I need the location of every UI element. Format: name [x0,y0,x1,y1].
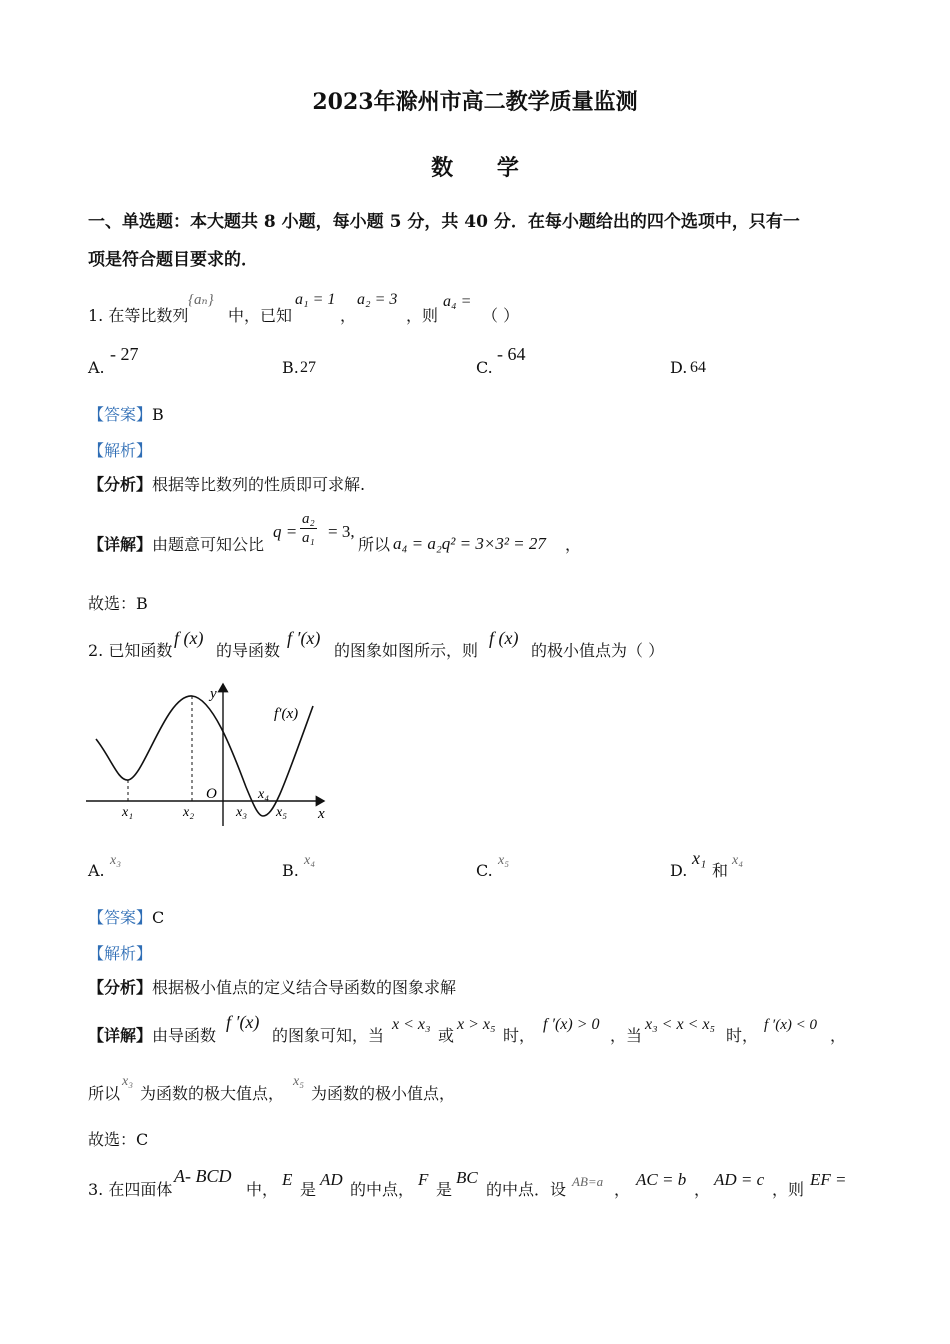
q1-sequence: {aₙ} [188,292,214,308]
q2-fenxi: 根据极小值点的定义结合导函数的图象求解 [152,978,457,997]
q1-cond1: a₁ = 1 [295,291,336,308]
q1-fraction-numerator: a₂ [302,511,315,527]
q2-detail-when: 时， [503,1026,536,1045]
x1-tick-label: x₁ [122,805,134,820]
x3-tick-label: x₃ [236,805,248,820]
q3-mid1: 中， [246,1180,279,1199]
section-heading-line1: 一、单选题：本大题共 8 小题，每小题 5 分，共 40 分．在每小题给出的四个选项中，只有一 [88,212,800,232]
q2-line2-x5: x₅ [293,1074,305,1089]
q3-ef: EF = [810,1170,847,1189]
q2-line2-mid: 为函数的极大值点， [140,1084,285,1103]
q2-detail-pos: f ′(x) > 0 [543,1016,600,1033]
q1-detail-eq: = 3, [328,522,355,541]
y-axis-label: y [210,686,217,702]
q1-comma2: ，则 [406,306,439,325]
subject-title: 数 学 [431,155,537,181]
q3-e: E [282,1170,293,1189]
q2-f3: f (x) [489,628,519,648]
q3-prefix: 3. 在四面体 [88,1180,173,1199]
q3-mid4: 是 [436,1180,453,1199]
q2-line2-x3: x₃ [122,1074,134,1089]
q1-option-b-label: B. [282,358,299,377]
q2-option-d-value: x₁ [692,848,707,868]
q2-line2-pre: 所以 [88,1084,121,1103]
x5-tick-label: x₅ [276,805,288,820]
q2-answer: C [152,908,165,927]
q2-detail-or: 或 [438,1026,455,1045]
section-heading-line2: 项是符合题目要求的． [88,250,258,270]
q1-option-a-value: - 27 [110,344,139,364]
q3-ad: AD [320,1170,343,1189]
origin-label: O [206,786,217,802]
q1-answer-tag: 【答案】 [88,405,153,424]
q2-mid1: 的导函数 [216,641,281,660]
q1-option-b-value: 27 [300,359,316,376]
q1-fenxi-tag: 【分析】 [88,475,153,494]
q2-fenxi-tag: 【分析】 [88,978,153,997]
q1-detail-formula: a₄ = a₂q² = 3×3² = 27 [393,534,546,553]
q2-detail-neg: f ′(x) < 0 [764,1017,817,1033]
q2-option-b-label: B. [282,861,299,880]
q3-mid2: 是 [300,1180,317,1199]
q1-target: a₄ = [443,293,472,310]
q2-f2: f ′(x) [287,628,321,648]
q2-option-a-label: A. [88,861,105,880]
q1-fraction-denominator: a₁ [302,530,315,546]
q2-option-d-label: D. [670,861,688,880]
q2-detail-mid1: 的图象可知，当 [272,1026,385,1045]
q1-detail-pre: 由题意可知公比 [152,535,265,554]
q2-detail-end: ， [830,1026,847,1045]
q2-detail-c1: x < x₃ [392,1016,431,1033]
q2-detail-when2: 时， [726,1026,759,1045]
q1-option-c-label: C. [476,358,493,377]
q2-option-b-value: x₄ [304,853,316,868]
q2-option-c-label: C. [476,861,493,880]
q3-f: F [418,1170,429,1189]
q2-detail-tag: 【详解】 [88,1026,153,1045]
q1-paren: （ ） [482,306,520,325]
q3-mid3: 的中点， [350,1180,415,1199]
q1-cond2: a₂ = 3 [357,291,398,308]
q1-option-a-label: A. [88,358,105,377]
q1-detail-end: ， [565,535,582,554]
q2-detail-c2: x > x₅ [457,1016,496,1033]
q1-option-c-value: - 64 [497,344,526,364]
q2-option-d-extra: 和 [712,861,729,880]
q1-mid1: 中，已知 [228,306,293,325]
q1-detail-tag: 【详解】 [88,535,153,554]
x4-tick-label: x₄ [258,787,270,802]
q1-option-d-label: D. [670,358,688,377]
q2-detail-c3: x₃ < x < x₅ [645,1016,716,1033]
q2-line2-end: 为函数的极小值点， [311,1084,456,1103]
q3-sep3: ，则 [772,1180,805,1199]
q1-fenxi: 根据等比数列的性质即可求解. [152,475,366,494]
q1-detail-fraction [300,510,317,547]
q1-option-d-value: 64 [690,359,706,376]
q2-detail-mid2: ，当 [610,1026,643,1045]
derivative-graph [86,676,336,826]
q1-analysis-tag: 【解析】 [88,441,153,460]
q3-solid: A- BCD [174,1166,232,1186]
q3-ab: AB=a [572,1174,604,1189]
q3-sep1: ， [614,1180,631,1199]
curve-label: f′(x) [274,706,299,722]
q3-adc: AD = c [714,1170,765,1189]
q2-choose: 故选：C [88,1130,149,1149]
q2-f1: f (x) [174,628,204,648]
q2-mid2: 的图象如图所示，则 [334,641,479,660]
q3-ac: AC = b [636,1170,687,1189]
q3-mid5: 的中点．设 [486,1180,567,1199]
q3-bc: BC [456,1168,478,1187]
q1-comma1: ， [340,306,357,325]
q1-choose: 故选：B [88,594,148,613]
q1-answer: B [152,405,164,424]
page-title: 2023年滁州市高二教学质量监测 [312,89,638,115]
q2-mid3: 的极小值点为（ ） [531,641,665,660]
x2-tick-label: x₂ [183,805,195,820]
q2-analysis-tag: 【解析】 [88,944,153,963]
q2-option-d-value2: x₄ [732,853,744,868]
q1-detail-q: q = [273,522,298,541]
x-axis-label: x [318,806,325,822]
q2-prefix: 2. 已知函数 [88,641,173,660]
q2-detail-f: f ′(x) [226,1012,260,1032]
q3-sep2: ， [694,1180,711,1199]
q1-detail-mid: 所以 [358,535,391,554]
q2-answer-tag: 【答案】 [88,908,153,927]
q2-option-a-value: x₃ [110,853,122,868]
q1-prefix: 1. 在等比数列 [88,306,189,325]
q2-detail-pre: 由导函数 [152,1026,217,1045]
q2-option-c-value: x₅ [498,853,510,868]
